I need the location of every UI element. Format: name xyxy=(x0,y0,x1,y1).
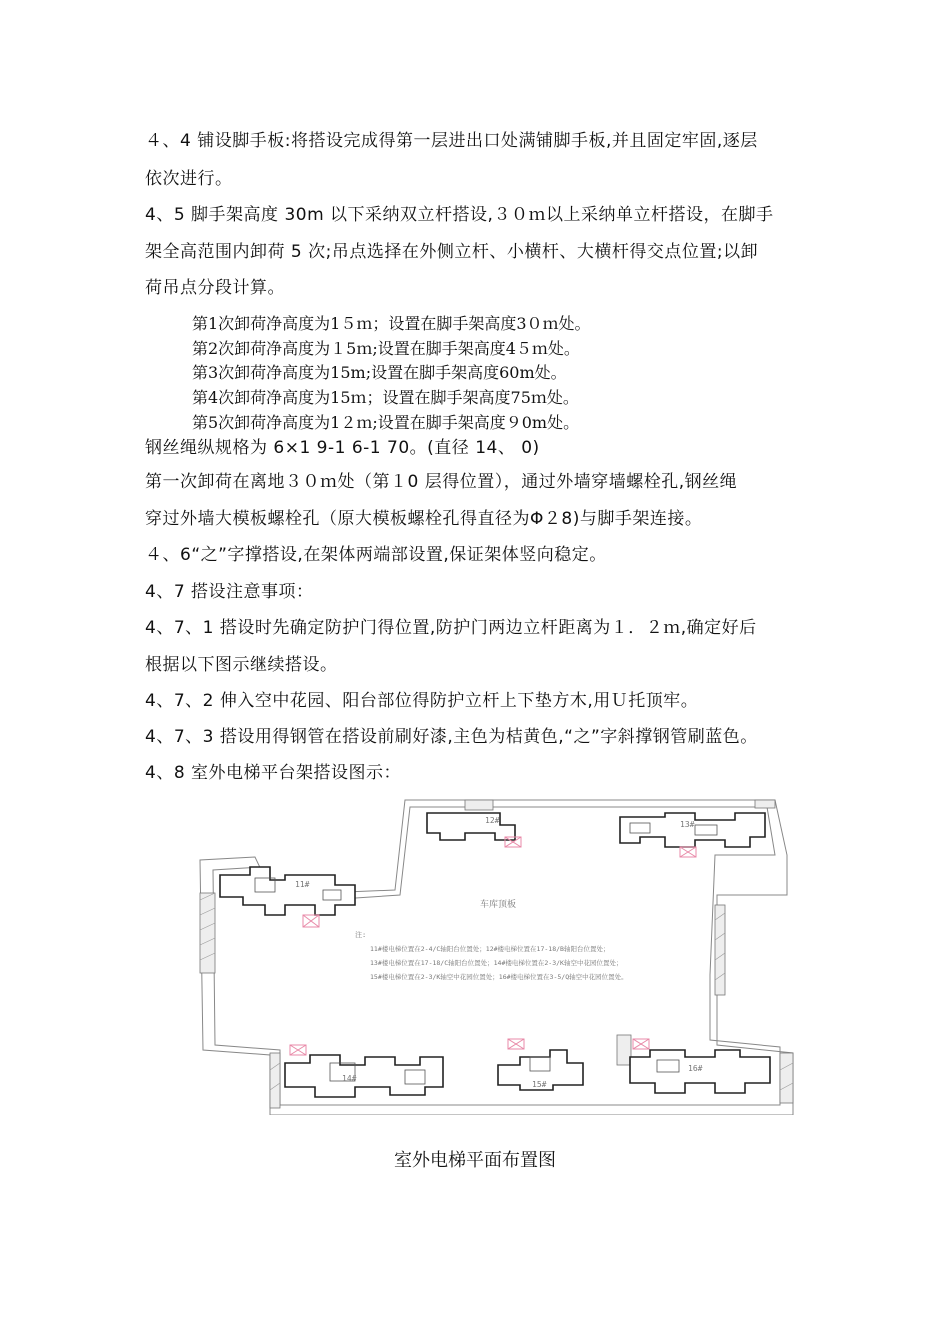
line-4-7-1-cont: 根据以下图示继续搭设。 xyxy=(145,655,338,675)
line-4-5: 4、5 脚手架高度 30m 以下采纳双立杆搭设,３０ｍ以上采纳单立杆搭设，在脚手 xyxy=(145,205,774,225)
figure-caption: 室外电梯平面布置图 xyxy=(394,1150,556,1171)
plan-note-3: 15#楼电梯位置在2-3/K轴空中花园位置处；16#楼电梯位置在3-5/Q轴空中花园位置处。 xyxy=(370,973,628,981)
label-14: 14# xyxy=(342,1074,357,1083)
line-4-4: ４、4 铺设脚手板:将搭设完成得第一层进出口处满铺脚手板,并且固定牢固,逐层 xyxy=(145,131,758,151)
label-11: 11# xyxy=(295,880,310,889)
line-4-5-cont2: 荷吊点分段计算。 xyxy=(145,278,285,298)
line-4-8: 4、8 室外电梯平台架搭设图示： xyxy=(145,763,402,783)
line-4-4-cont: 依次进行。 xyxy=(145,169,233,189)
line-4-5-cont1: 架全高范围内卸荷 5 次;吊点选择在外侧立杆、小横杆、大横杆得交点位置;以卸 xyxy=(145,242,759,262)
plan-center-label: 车库顶板 xyxy=(480,900,517,910)
label-13: 13# xyxy=(680,820,695,829)
line-4-7-3: 4、7、3 搭设用得钢管在搭设前刷好漆,主色为桔黄色,“之”字斜撑钢管刷蓝色。 xyxy=(145,727,758,747)
label-16: 16# xyxy=(688,1064,703,1073)
rope-spec: 钢丝绳纵规格为 6×1 9-1 6-1 70。(直径 14、 0) xyxy=(145,438,540,458)
first-unload-cont: 穿过外墙大模板螺栓孔（原大模板螺栓孔得直径为Φ２8)与脚手架连接。 xyxy=(145,509,703,529)
plan-note-head: 注: xyxy=(355,931,367,939)
unload-5: 第5次卸荷净高度为1２ｍ;设置在脚手架高度９0m处。 xyxy=(192,413,580,432)
line-4-6: ４、6“之”字撑搭设,在架体两端部设置,保证架体竖向稳定。 xyxy=(145,545,607,565)
unload-3: 第3次卸荷净高度为15m;设置在脚手架高度60m处。 xyxy=(192,363,567,382)
unload-1: 第1次卸荷净高度为1５ｍ；设置在脚手架高度3０ｍ处。 xyxy=(192,314,591,333)
elevator-layout-plan xyxy=(195,795,795,1115)
plan-note-1: 11#楼电梯位置在2-4/C轴阳台位置处；12#楼电梯位置在17-18/B轴阳台位置处； xyxy=(370,945,610,953)
first-unload: 第一次卸荷在离地３０ｍ处（第１0 层得位置），通过外墙穿墙螺栓孔,钢丝绳 xyxy=(145,472,738,492)
line-4-7-1: 4、7、1 搭设时先确定防护门得位置,防护门两边立杆距离为１．２ｍ,确定好后 xyxy=(145,618,757,638)
plan-note-2: 13#楼电梯位置在17-18/C轴阳台位置处；14#楼电梯位置在2-3/K轴空中花园位置处； xyxy=(370,959,623,967)
label-12: 12# xyxy=(485,816,500,825)
unload-4: 第4次卸荷净高度为15ｍ；设置在脚手架高度75ｍ处。 xyxy=(192,388,579,407)
line-4-7-2: 4、7、2 伸入空中花园、阳台部位得防护立杆上下垫方木,用Ｕ托顶牢。 xyxy=(145,691,699,711)
label-15: 15# xyxy=(532,1080,547,1089)
unload-2: 第2次卸荷净高度为１5ｍ;设置在脚手架高度4５ｍ处。 xyxy=(192,339,580,358)
line-4-7: 4、7 搭设注意事项： xyxy=(145,582,314,602)
